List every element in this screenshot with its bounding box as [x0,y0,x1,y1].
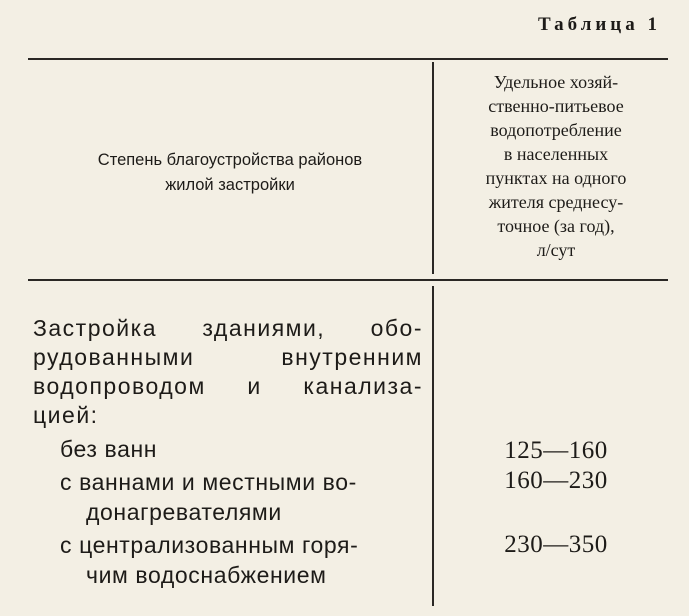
table-row-local-heaters [60,467,432,527]
top-rule [28,58,668,60]
row-value: 160—230 [504,467,608,494]
group-label-line: рудованными внутренним [33,344,423,370]
row-label: с ваннами и местными во- [60,469,357,495]
column-header-line: пунктах на одного [485,168,627,188]
group-label-line: водопроводом и канализа- [33,373,423,399]
column-header-development-degree [28,148,432,198]
row-label: с централизованным горя- [60,532,359,558]
row-label-continuation: донагревателями [86,499,282,525]
row-value: 125—160 [504,437,608,464]
group-label-line: цией: [33,402,99,428]
group-label-line: Застройка зданиями, обо- [33,315,423,341]
body-column-divider [432,286,434,606]
column-header-line: жилой застройки [165,176,295,194]
column-header-line: л/сут [536,240,576,260]
row-value: 230—350 [504,531,608,558]
column-header-line: точное (за год), [497,216,615,236]
header-rule [28,279,668,281]
row-label: без ванн [60,436,158,462]
table-row-no-baths [60,434,432,464]
column-header-line: жителя среднесу- [488,192,624,212]
group-label-buildings [33,314,423,430]
column-header-line: Удельное хозяй- [493,72,619,92]
column-header-line: Степень благоустройства районов [97,151,363,169]
table-title: Таблица 1 [537,14,661,35]
column-header-line: ственно-питьевое [488,96,624,116]
column-header-water-consumption [436,70,676,262]
row-label-continuation: чим водоснабжением [86,562,327,588]
column-header-line: в населенных [503,144,609,164]
table-row-central-hot-water [60,530,432,590]
column-header-line: водопотребление [490,120,622,140]
header-column-divider [432,62,434,274]
